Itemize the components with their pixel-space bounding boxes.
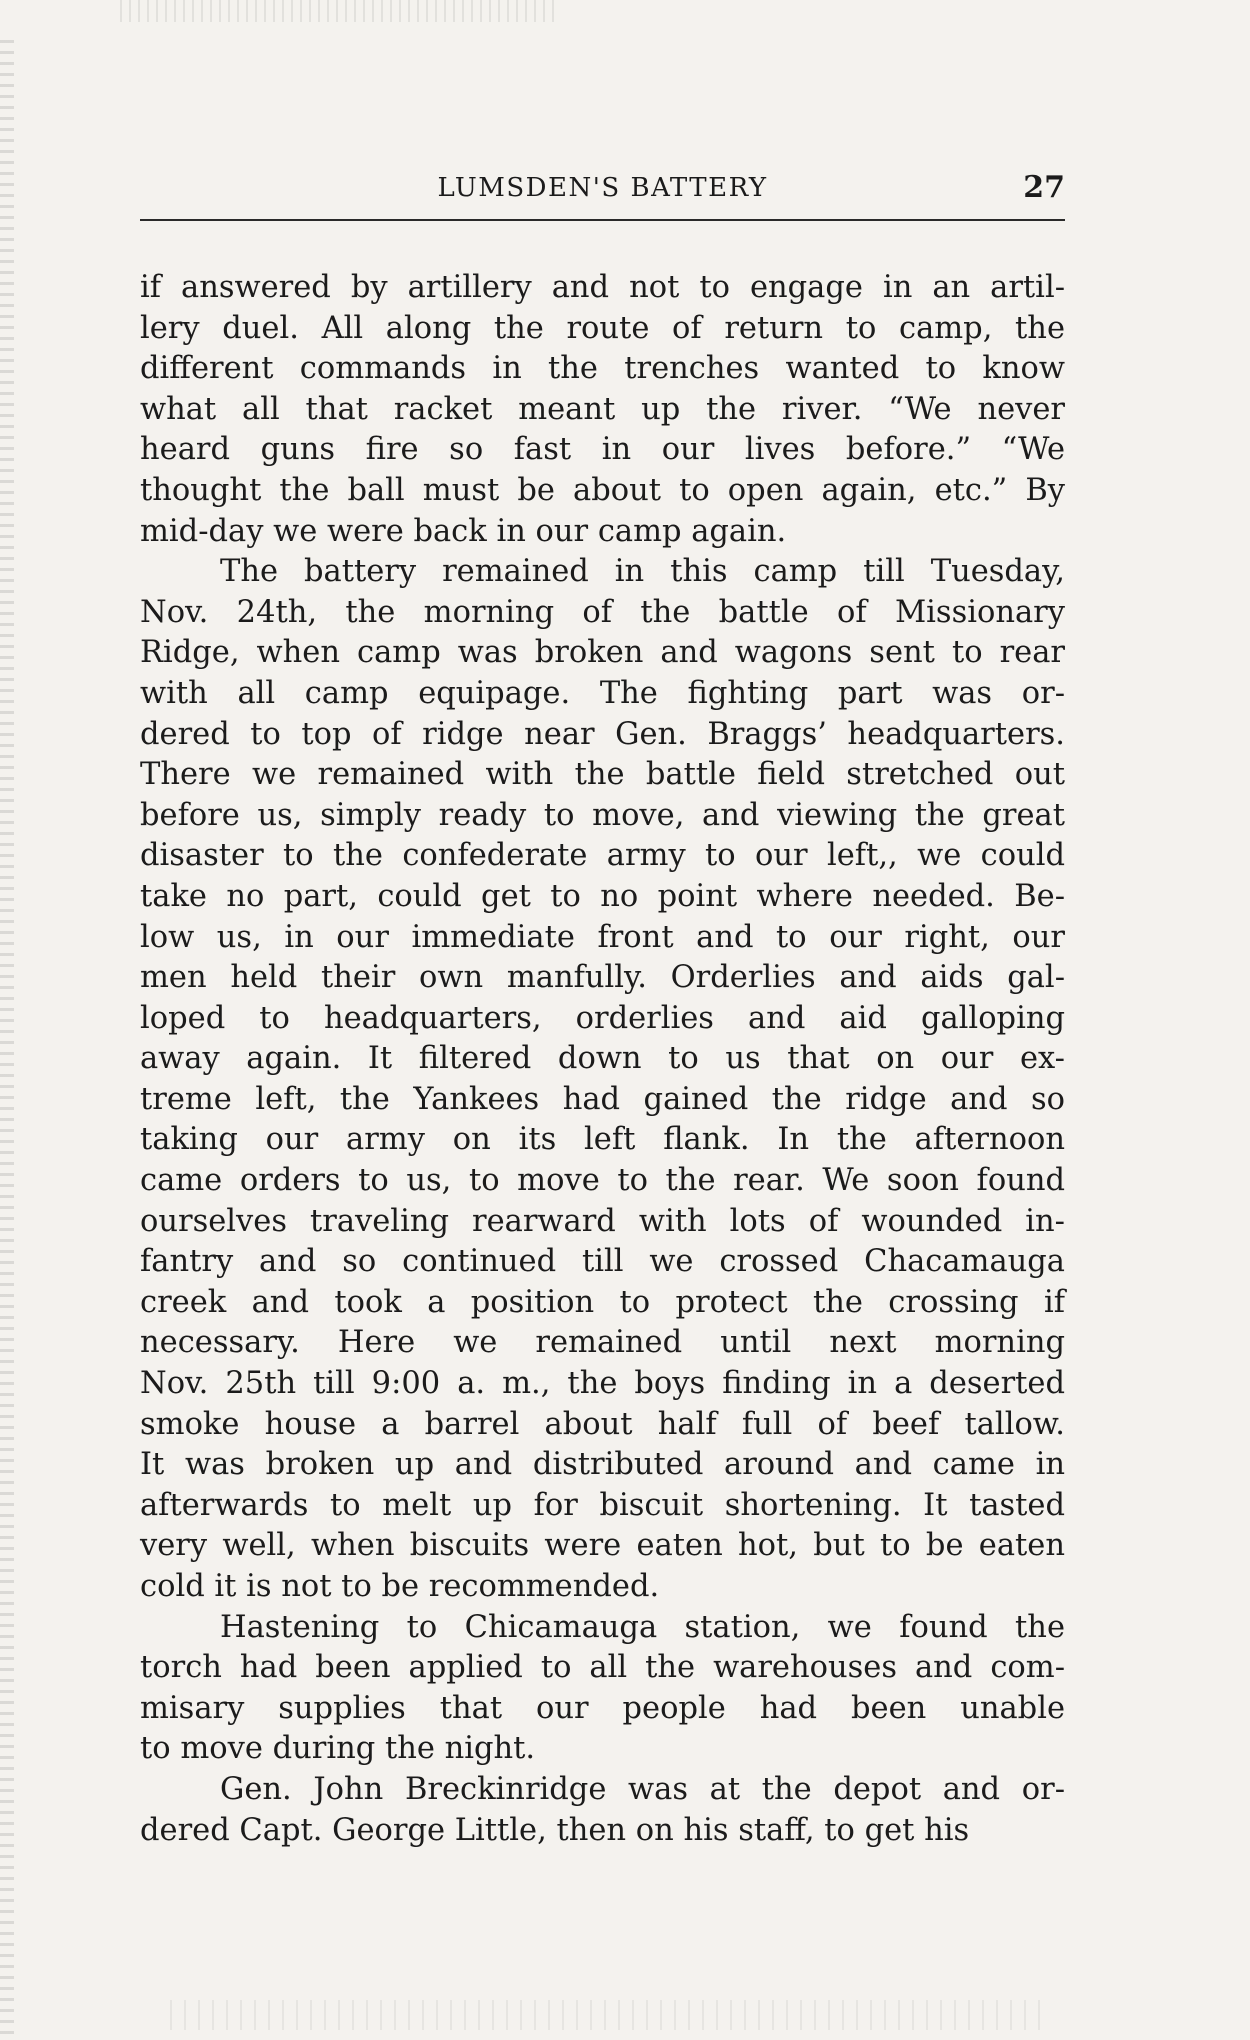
text-line: loped to headquarters, orderlies and aid galloping — [140, 1000, 1065, 1036]
text-line: if answered by artillery and not to engage in an artil- — [140, 270, 1065, 305]
page-header — [140, 170, 1065, 218]
paragraph — [140, 268, 1065, 552]
body-text — [140, 268, 1065, 1851]
text-line: creek and took a position to protect the crossing if — [140, 1284, 1065, 1320]
text-line: very well, when biscuits were eaten hot, but to be eaten — [140, 1528, 1065, 1564]
text-line: Nov. 25th till 9:00 a. m., the boys finding in a deserted — [140, 1366, 1065, 1402]
page-number: 27 — [1023, 170, 1065, 205]
text-line: misary supplies that our people had been unable — [140, 1690, 1065, 1726]
header-rule — [140, 219, 1065, 221]
text-line: There we remained with the battle field stretched out — [140, 757, 1065, 793]
text-line: mid-day we were back in our camp again. — [140, 513, 787, 549]
text-line: taking our army on its left flank. In the afternoon — [140, 1122, 1065, 1158]
text-line: Nov. 24th, the morning of the battle of Missionary — [140, 594, 1065, 630]
text-line: dered Capt. George Little, then on his staff, to get his — [140, 1812, 970, 1848]
running-head: LUMSDEN'S BATTERY — [437, 173, 768, 203]
paragraph — [140, 1770, 1065, 1851]
text-line: to move during the night. — [140, 1731, 536, 1767]
text-line: men held their own manfully. Orderlies and aids gal- — [140, 960, 1065, 996]
scan-edge-left — [0, 40, 14, 2040]
text-line: take no part, could get to no point where needed. Be- — [140, 878, 1065, 914]
text-line: treme left, the Yankees had gained the ridge and so — [140, 1081, 1065, 1117]
text-line: away again. It filtered down to us that on our ex- — [140, 1041, 1065, 1077]
text-line: heard guns fire so fast in our lives before.” “We — [140, 432, 1065, 468]
text-line: before us, simply ready to move, and viewing the great — [140, 797, 1065, 833]
text-line: smoke house a barrel about half full of beef tallow. — [140, 1406, 1065, 1442]
text-line: fantry and so continued till we crossed Chacamauga — [140, 1244, 1065, 1280]
text-line: with all camp equipage. The fighting part was or- — [140, 675, 1065, 711]
scan-edge-top — [120, 0, 560, 22]
text-line: afterwards to melt up for biscuit shortening. It tasted — [140, 1487, 1065, 1523]
text-line: Hastening to Chicamauga station, we found the — [220, 1609, 1065, 1645]
text-line: came orders to us, to move to the rear. We soon found — [140, 1163, 1065, 1199]
text-line: It was broken up and distributed around and came in — [140, 1447, 1065, 1483]
text-line: different commands in the trenches wanted to know — [140, 351, 1065, 387]
text-line: low us, in our immediate front and to our right, our — [140, 919, 1065, 955]
text-line: what all that racket meant up the river. “We never — [140, 391, 1065, 427]
text-line: dered to top of ridge near Gen. Braggs’ headquarters. — [140, 716, 1065, 752]
text-line: lery duel. All along the route of return to camp, the — [140, 310, 1065, 346]
paragraph — [140, 1608, 1065, 1770]
text-line: Ridge, when camp was broken and wagons sent to rear — [140, 635, 1065, 671]
paragraph — [140, 552, 1065, 1607]
text-line: Gen. John Breckinridge was at the depot and or- — [220, 1771, 1065, 1807]
text-line: cold it is not to be recommended. — [140, 1569, 660, 1604]
text-line: torch had been applied to all the warehouses and com- — [140, 1650, 1065, 1686]
text-line: disaster to the confederate army to our left,, we could — [140, 838, 1065, 874]
text-line: necessary. Here we remained until next morning — [140, 1325, 1065, 1361]
text-line: The battery remained in this camp till Tuesday, — [220, 554, 1065, 590]
scan-edge-bottom — [170, 2000, 1050, 2030]
text-line: thought the ball must be about to open again, etc.” By — [140, 472, 1065, 508]
text-line: ourselves traveling rearward with lots of wounded in- — [140, 1203, 1065, 1239]
